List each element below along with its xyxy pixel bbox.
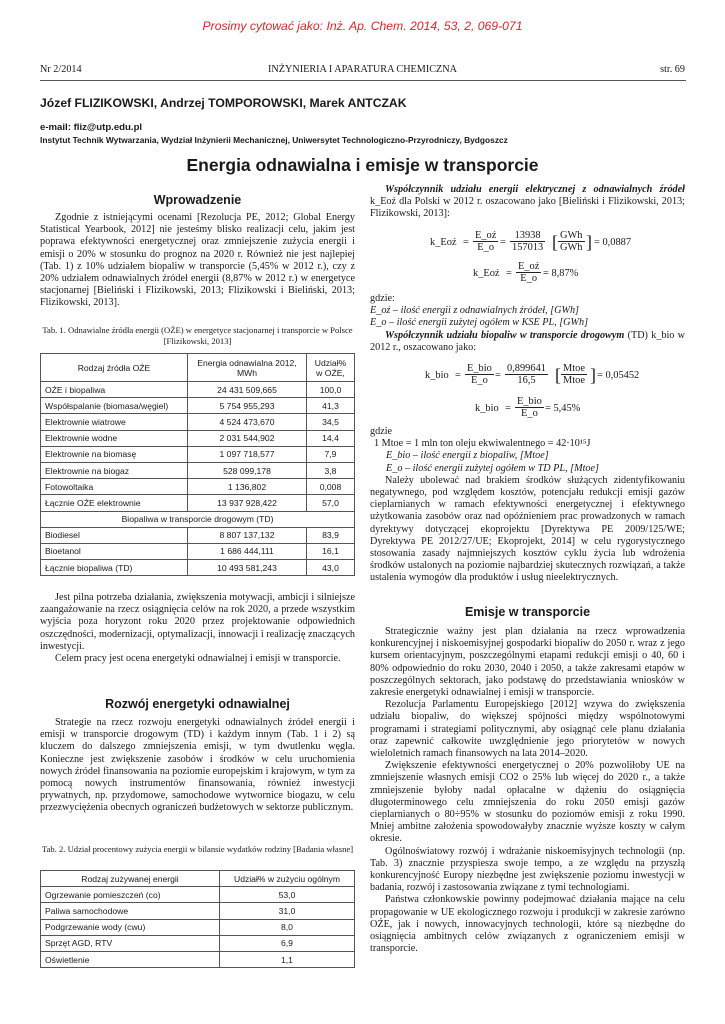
table2-cell: Podgrzewanie wody (cwu) <box>41 919 220 935</box>
table2-header-cell: Udział% w zużyciu ogólnym <box>220 871 355 887</box>
table1-row <box>41 382 355 398</box>
table2-header-cell: Rodzaj zużywanej energii <box>41 871 220 887</box>
table1-cell: Łącznie OŹE elektrownie <box>41 495 188 511</box>
email: e-mail: fliz@utp.edu.pl <box>40 122 143 133</box>
authors: Józef FLIZIKOWSKI, Andrzej TOMPOROWSKI, Marek ANTCZAK <box>40 96 407 110</box>
rozwoj-heading: Rozwój energetyki odnawialnej <box>105 697 290 711</box>
page-number: str. 69 <box>660 64 685 75</box>
ubolewac-paragraph: Należy ubolewać nad brakiem środków służących zidentyfikowaniu negatywnego, pod względem kosztów, potencjału redukcji emisji gazów cieplarnianych w ramach efektywności energetycznej i efektywnego użytkowania zasobów oraz nad opóźnieniem prac prowadzonych w ramach dyrektywy dotyczącej ekoprojektu [Dyrektywa PE 2009/125/WE; Dyrektywa PE 2012/27/UE; Ekoprojekt, 2014] w celu rygorystycznego stosowania zasady najmniejszych kosztów cyklu życia lub wdrożenia środków ustalonych na poziomie najbardziej skutecznych rozwiązań, a także ustalenia wymogów dla produktów i usług nieelektrycznych. <box>370 474 685 584</box>
intro-heading: Wprowadzenie <box>153 193 242 207</box>
table1-cell: Elektrownie wiatrowe <box>41 414 188 430</box>
table1-cell: 100,0 <box>307 382 355 398</box>
emisje-paragraph-4: Ogólnoświatowy rozwój i wdrażanie niskoemisyjnych technologii (np. Tab. 3) znacznie przyspiesza swoje tempo, a ze względu na przyszłą konkurencyjność Europy niezbędne jest zwiększenie poziomu inwestycji w badania, rozwój i zastosowania związane z tymi technologiami. <box>370 845 685 894</box>
table1-cell: 528 099,178 <box>188 462 307 478</box>
eq4-lhs: k_bio <box>475 403 499 414</box>
table1-cell: 0,008 <box>307 479 355 495</box>
table1-cell: 4 524 473,670 <box>188 414 307 430</box>
equation-kbio-1: k_bio = E_bio E_o = $\frac{0,899641}{16,5}$ [ Mtoe Mtoe ] = 0,05452 <box>425 363 640 386</box>
table1-row <box>41 398 355 414</box>
table2-header-row <box>41 871 355 887</box>
table1-cell: 34,5 <box>307 414 355 430</box>
emisje-paragraph-5: Państwa członkowskie powinny podejmować działania mające na celu propagowanie w UE ekologicznego rozwoju i produkcji w zakresie zarówno OŹE, jak i nowych, innowacyjnych technologii, które są niezbędne do osiągnięcia ambitnych celów związanych z ograniczeniem emisji w transporcie. <box>370 894 685 955</box>
intro-paragraph-3: Celem pracy jest ocena energetyki odnawialnej i emisji w transporcie. <box>55 653 341 665</box>
eq3-frac-units: Mtoe Mtoe <box>563 363 585 386</box>
equation-kbio-2: k_bio = E_bio E_o = 5,45% <box>475 396 581 419</box>
table2-row <box>41 935 355 951</box>
table1-row <box>41 414 355 430</box>
table1-row <box>41 527 355 543</box>
intro-paragraph-1: Zgodnie z istniejącymi ocenami [Rezolucja PE, 2012; Global Energy Statistical Yearbook, 2012] nie jesteśmy blisko realizacji celu, jakim jest poprawa efektywności energetycznej oraz zmniejszenie zużycia energii i emisji o 20% w stosunku do prognoz na 2020 r. Również nie jest najlepiej (Tab. 1) z 10% udziałem biopaliw w transporcie (5,45% w 2012 r.), czy z 20% udziałem odnawialnych źródeł energii (8,87% w 2012 r.) w energetyce stacjonarnej [Bieliński i Flizikowski, 2013; Flizikowski i Bieliński, 2013; Flizikowski, 2013]. <box>40 212 355 309</box>
table1-row <box>41 446 355 462</box>
table2-row <box>41 887 355 903</box>
intro-text <box>40 212 355 310</box>
kbio-title: Współczynnik udziału biopaliw w transporcie drogowym <box>385 329 625 341</box>
citation-line: Prosimy cytować jako: Inż. Ap. Chem. 2014, 53, 2, 069-071 <box>202 19 523 33</box>
table1-cell: 13 937 928,422 <box>188 495 307 511</box>
def-eo: E_o – ilość energii zużytej ogółem w KSE PL, [GWh] <box>370 317 589 329</box>
header-rule <box>40 80 686 81</box>
table1-cell: 57,0 <box>307 495 355 511</box>
emisje-paragraph-3: Zwiększenie efektywności energetycznej o 20% pozwoliłoby UE na zmniejszenie własnych emisji CO2 o 25% lub więcej do 2020 r., a także zmniejszenie byłoby nadal opłacalne w dążeniu do osiągnięcia długoterminowego celu zmniejszenia do roku 2050 emisji gazów cieplarnianych o 80÷95% w stosunku do poziomów emisji z roku 1990. Mniej ambitne założenia spowodowałyby znacznie wyższe koszty w całym okresie. <box>370 760 685 845</box>
rozwoj-paragraph-1: Strategie na rzecz rozwoju energetyki odnawialnych źródeł energii i emisji w transporcie drogowym (TD) i każdym innym (Tab. 1 i 2) są kluczem do dalszego zmniejszenia emisji, w tym dwutlenku węgla. Konieczne jest zwiększenie zasobów i środków w celu uruchomienia nowych źródeł finansowania na poziomie europejskim i krajowym, w tym za pomocą nowych instrumentów finansowania, również inwestycji prywatnych, np. przydomowe, samochodowe wytwornice biogazu, w celu przezwyciężenia obecnych ograniczeń budżetowych w sektorze publicznym. <box>40 717 355 814</box>
kbio-text: (TD) k_bio w 2012 r., oszacowano jako: <box>370 329 686 353</box>
gdzie-1: gdzie: <box>370 293 395 304</box>
table2-row <box>41 903 355 919</box>
table1-cell: Fotowoltaika <box>41 479 188 495</box>
rozwoj-text <box>40 717 355 815</box>
table1-row <box>41 543 355 559</box>
table1-cell: 24 431 509,665 <box>188 382 307 398</box>
equation-kele-1: k_Eoź = $\frac{E\_oź}{E\_o}$ = $\frac{13938}{157013}$ [ GWh GWh ] = 0,0887 <box>430 230 632 253</box>
kbio-definitions <box>370 426 685 585</box>
table1-cell: 5 754 955,293 <box>188 398 307 414</box>
def-eoz: E_oź – ilość energii z odnawialnych źródeł, [GWh] <box>370 305 580 317</box>
table1-header-row <box>41 354 355 382</box>
eq1-result: = 0,0887 <box>594 237 632 248</box>
table1-caption: Tab. 1. Odnawialne źródła energii (OŹE) w energetyce stacjonarnej i transporcie w Polsce [Flizikowski, 2013] <box>42 325 353 346</box>
table1-header-cell: Rodzaj źródła OŹE <box>41 354 188 382</box>
eq4-result: = 5,45% <box>545 403 581 414</box>
eq1-frac-units: GWh GWh <box>560 230 583 253</box>
table1-cell: Elektrownie na biomasę <box>41 446 188 462</box>
table1-cell: Elektrownie na biogaz <box>41 462 188 478</box>
table1-cell: 16,1 <box>307 543 355 559</box>
table1-row <box>41 479 355 495</box>
eq2-frac: $\frac{E\_oź}{E\_o}$ <box>518 261 540 284</box>
eq3-lhs: k_bio <box>425 370 449 381</box>
emisje-text <box>370 626 685 955</box>
table2-cell: 6,9 <box>220 935 355 951</box>
table2-row <box>41 951 355 967</box>
eq2-lhs: k_Eoź <box>473 268 500 279</box>
table1-cell: 7,9 <box>307 446 355 462</box>
table2-cell: Ogrzewanie pomieszczeń (co) <box>41 887 220 903</box>
table1-cell: Bioetanol <box>41 543 188 559</box>
table1-cell: 3,8 <box>307 462 355 478</box>
intro-text-continued <box>40 592 355 665</box>
table1-cell: 14,4 <box>307 430 355 446</box>
table1-row <box>41 430 355 446</box>
eq1-frac-values: $\frac{13938}{157013}$ <box>512 230 544 253</box>
table2-row <box>41 919 355 935</box>
def-ebio: E_bio – ilość energii z biopaliw, [Mtoe] <box>386 450 549 462</box>
table2-cell: Oświetlenie <box>41 951 220 967</box>
table2-caption: Tab. 2. Udział procentowy zużycia energii w bilansie wydatków rodziny [Badania własne] <box>41 844 354 854</box>
gdzie-2: gdzie <box>370 426 393 437</box>
table1-cell: 83,9 <box>307 527 355 543</box>
def-eo-td: E_o – ilość energii zużytej ogółem w TD PL, [Mtoe] <box>386 462 599 474</box>
kele-title: Współczynnik udziału energii elektrycznej z odnawialnych źródeł <box>385 184 685 195</box>
def-mtoe: 1 Mtoe = 1 mln ton oleju ekwiwalentnego = 42·10¹⁵J <box>374 438 591 450</box>
table2 <box>40 870 355 968</box>
table1-cell: Elektrownie wodne <box>41 430 188 446</box>
table2-cell: 31,0 <box>220 903 355 919</box>
table1-cell: Współspalanie (biomasa/węgiel) <box>41 398 188 414</box>
emisje-paragraph-2: Rezolucja Parlamentu Europejskiego [2012] wzywa do zwiększenia udziału biopaliw, do większej spójności między wspólnotowymi programami i strategiami politycznymi, aby osiągnąć cele planu działania oraz zapewnić całkowite uwzględnienie jego priorytetów w nowych wieloletnich ramach finansowych na lata 2014–2020. <box>370 699 685 760</box>
table1-cell: Biodiesel <box>41 527 188 543</box>
table1-row <box>41 462 355 478</box>
table1-header-cell: Udział% w OŹE, <box>307 354 355 382</box>
table2-cell: 53,0 <box>220 887 355 903</box>
table1-section-row <box>41 511 355 527</box>
table1-cell: 41,3 <box>307 398 355 414</box>
table2-cell: Sprzęt AGD, RTV <box>41 935 220 951</box>
table1-cell: 1 136,802 <box>188 479 307 495</box>
paper-title: Energia odnawialna i emisje w transporcie <box>186 155 539 175</box>
table1-section-label: Biopaliwa w transporcie drogowym (TD) <box>41 511 355 527</box>
emisje-paragraph-1: Strategicznie ważny jest plan działania na rzecz wprowadzenia konkurencyjnej i niskoemisyjnej gospodarki biopaliw do 2050 r. wraz z jego kursem orientacyjnym, poszczególnymi etapami redukcji emisji o 40, 60 i 80% odpowiednio do roku 2030, 2040 i 2050, a także zakresami etapów w poszczególnych sektorach, jako podstawę do przedstawiania wniosków w zakresie energetyki odnawialnej i emisji w transporcie. <box>370 626 685 699</box>
table1-cell: Łącznie biopaliwa (TD) <box>41 560 188 576</box>
institute: Instytut Technik Wytwarzania, Wydział Inżynierii Mechanicznej, Uniwersytet Technologiczno-Przyrodniczy, Bydgoszcz <box>40 135 508 145</box>
table2-cell: 1,1 <box>220 951 355 967</box>
eq1-frac-symbol: $\frac{E\_oź}{E\_o}$ <box>475 230 497 253</box>
journal-name: INŻYNIERIA I APARATURA CHEMICZNA <box>268 64 457 75</box>
table2-cell: Paliwa samochodowe <box>41 903 220 919</box>
issue-number: Nr 2/2014 <box>40 64 82 75</box>
table1-cell: 10 493 581,243 <box>188 560 307 576</box>
eq4-frac: E_bio E_o <box>517 396 542 419</box>
eq1-lhs: k_Eoź <box>430 237 457 248</box>
table1-cell: 2 031 544,902 <box>188 430 307 446</box>
table1 <box>40 353 355 576</box>
eq3-result: = 0,05452 <box>597 370 640 381</box>
kele-text: k_Eoź dla Polski w 2012 r. oszacowano jako [Bieliński i Flizikowski, 2013; Flizikowski, 2013]: <box>370 196 685 220</box>
intro-paragraph-2: Jest pilna potrzeba działania, zwiększenia motywacji, ambicji i silniejsze zaangażowanie na rzecz osiągnięcia celów na rok 2020, a przede wszystkim wyjścia poza horyzont roku 2020 przez projektowanie odpowiednich oszczędności, modernizacji, optymalizacji, innowacji i realizację znaczących inwestycji. <box>40 592 355 652</box>
table1-row <box>41 495 355 511</box>
eq2-result: = 8,87% <box>543 268 579 279</box>
kele-definitions <box>370 293 685 354</box>
table1-cell: 1 686 444,111 <box>188 543 307 559</box>
eq3-frac-values: $\frac{0,899641}{16,5}$ <box>507 363 546 386</box>
table1-cell: 43,0 <box>307 560 355 576</box>
table1-header-cell: Energia odnawialna 2012, MWh <box>188 354 307 382</box>
kele-paragraph <box>370 184 685 221</box>
table1-cell: 8 807 137,132 <box>188 527 307 543</box>
table2-cell: 8,0 <box>220 919 355 935</box>
eq3-frac-symbol: E_bio E_o <box>467 363 492 386</box>
equation-kele-2: k_Eoź = $\frac{E\_oź}{E\_o}$ = 8,87% <box>473 261 579 284</box>
table1-row <box>41 560 355 576</box>
emisje-heading: Emisje w transporcie <box>464 605 591 619</box>
table1-cell: 1 097 718,577 <box>188 446 307 462</box>
table1-cell: OŹE i biopaliwa <box>41 382 188 398</box>
